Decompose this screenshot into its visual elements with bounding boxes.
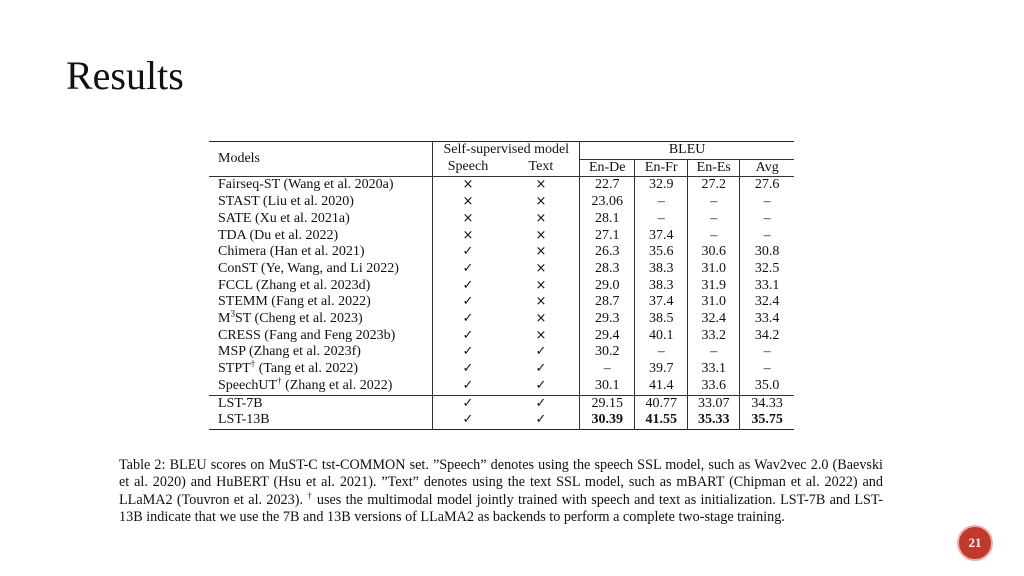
bleu-en-fr-cell: 38.3 (635, 278, 688, 295)
table-row (209, 395, 794, 412)
bleu-en-es-cell: 33.2 (688, 328, 740, 345)
bleu-avg-cell: – (763, 227, 771, 243)
text-ssl-mark: × (503, 311, 580, 328)
model-name-superscript: 3 (230, 308, 235, 319)
table-row (209, 344, 794, 361)
model-name-cell: SATE (Xu et al. 2021a) (209, 211, 433, 228)
model-name-prefix: STPT (218, 361, 251, 377)
header-bleu: BLEU (580, 142, 794, 160)
bleu-en-fr-cell: 37.4 (635, 228, 688, 245)
bleu-en-de-cell: 28.1 (580, 211, 635, 228)
bleu-en-es-cell: 30.6 (688, 244, 740, 261)
text-ssl-mark: ✓ (503, 412, 580, 429)
speech-ssl-mark: ✓ (462, 311, 474, 327)
model-name-cell: MSP (Zhang et al. 2023f) (209, 344, 433, 361)
text-ssl-mark: ✓ (503, 378, 580, 395)
speech-ssl-mark: ✓ (462, 412, 474, 428)
table-row (209, 361, 794, 378)
bleu-avg-cell: – (763, 344, 771, 360)
bleu-en-es-cell: 31.9 (688, 278, 740, 295)
header-en-es: En-Es (688, 159, 740, 177)
text-ssl-mark: × (503, 278, 580, 295)
bleu-avg-cell: 34.33 (751, 395, 783, 411)
table-row (209, 378, 794, 395)
bleu-avg-cell: 33.4 (754, 311, 780, 327)
bleu-en-de-cell: 29.0 (580, 278, 635, 295)
bleu-en-fr-cell: 40.77 (635, 395, 688, 412)
table-row (209, 328, 794, 345)
speech-ssl-mark: ✓ (462, 344, 474, 360)
header-speech: Speech (447, 159, 489, 175)
text-ssl-mark: × (503, 228, 580, 245)
bleu-avg-cell: – (763, 194, 771, 210)
page-number: 21 (968, 535, 982, 550)
bleu-en-de-cell: 30.39 (580, 412, 635, 429)
bleu-avg-cell: 33.1 (754, 277, 780, 293)
model-name-prefix: SpeechUT (218, 377, 278, 393)
text-ssl-mark: × (503, 328, 580, 345)
text-ssl-mark: ✓ (503, 395, 580, 412)
bleu-en-fr-cell: – (635, 344, 688, 361)
bleu-en-de-cell: 28.7 (580, 294, 635, 311)
bleu-avg-cell: 35.75 (751, 412, 783, 428)
table-row (209, 294, 794, 311)
table-row (209, 244, 794, 261)
bleu-en-de-cell: 29.4 (580, 328, 635, 345)
header-avg: Avg (755, 159, 779, 175)
caption-text-1: Table 2: BLEU scores on MuST-C tst-COMMON set. ”Speech” denotes using the speech SSL model, such as Wav2vec 2.0 (Baevski et al. 2020) and HuBERT (Hsu et al. 2021). ”Text” denotes using the text SSL model, such as mBART (Chipman et al. 2022) and LLaMA2 (Touvron et al. 2023). (119, 457, 883, 508)
model-name-cell: LST-13B (209, 412, 433, 429)
bleu-en-de-cell: 26.3 (580, 244, 635, 261)
bleu-en-de-cell: 30.1 (580, 378, 635, 395)
table-row (209, 278, 794, 295)
bleu-avg-cell: 35.0 (754, 377, 780, 393)
bleu-en-fr-cell: 39.7 (635, 361, 688, 378)
bleu-en-de-cell: 27.1 (580, 228, 635, 245)
bleu-en-fr-cell: 41.55 (635, 412, 688, 429)
table-row (209, 228, 794, 245)
model-name-cell: LST-7B (209, 395, 433, 412)
bleu-avg-cell: 30.8 (754, 244, 780, 260)
table-row (209, 211, 794, 228)
bleu-en-de-cell: 29.3 (580, 311, 635, 328)
speech-ssl-mark: ✓ (462, 377, 474, 393)
bleu-en-es-cell: 33.1 (688, 361, 740, 378)
model-name-cell (209, 308, 433, 328)
speech-ssl-mark: × (462, 194, 474, 210)
bleu-en-de-cell: 30.2 (580, 344, 635, 361)
speech-ssl-mark: ✓ (462, 260, 474, 276)
model-name-cell: STEMM (Fang et al. 2022) (209, 294, 433, 311)
text-ssl-mark: × (503, 294, 580, 311)
model-name-cell: TDA (Du et al. 2022) (209, 228, 433, 245)
model-name-rest: (Zhang et al. 2022) (281, 377, 393, 393)
bleu-en-fr-cell: 40.1 (635, 328, 688, 345)
model-name-cell: Fairseq-ST (Wang et al. 2020a) (209, 177, 433, 194)
model-name-superscript: † (250, 358, 256, 369)
model-name-cell: Chimera (Han et al. 2021) (209, 244, 433, 261)
speech-ssl-mark: ✓ (462, 327, 474, 343)
bleu-en-de-cell: 22.7 (580, 177, 635, 194)
bleu-en-de-cell: – (580, 361, 635, 378)
speech-ssl-mark: × (462, 177, 474, 193)
bleu-en-de-cell: 28.3 (580, 261, 635, 278)
bleu-avg-cell: 34.2 (754, 327, 780, 343)
text-ssl-mark: × (503, 261, 580, 278)
model-name-superscript: † (277, 375, 282, 386)
model-name-cell (209, 375, 433, 395)
bleu-en-es-cell: 31.0 (688, 261, 740, 278)
bleu-avg-cell: 27.6 (754, 177, 780, 193)
speech-ssl-mark: ✓ (462, 395, 474, 411)
model-name-cell: STAST (Liu et al. 2020) (209, 194, 433, 211)
header-ssl: Self-supervised model (433, 142, 580, 160)
model-name-rest: (Tang et al. 2022) (255, 361, 359, 377)
speech-ssl-mark: × (462, 227, 474, 243)
model-name-cell: FCCL (Zhang et al. 2023d) (209, 278, 433, 295)
table-row (209, 311, 794, 328)
header-en-fr: En-Fr (635, 159, 688, 177)
bleu-en-de-cell: 29.15 (580, 395, 635, 412)
page-number-badge (957, 525, 993, 561)
bleu-en-es-cell: – (688, 344, 740, 361)
caption-dagger: † (307, 490, 313, 501)
bleu-en-de-cell: 23.06 (580, 194, 635, 211)
bleu-en-fr-cell: 35.6 (635, 244, 688, 261)
bleu-avg-cell: – (763, 210, 771, 226)
bleu-en-fr-cell: 37.4 (635, 294, 688, 311)
slide-title: Results (66, 53, 184, 98)
caption-text-2: uses the multimodal model jointly trained with speech and text as initialization. LST-7B and LST-13B indicate that we use the 7B and 13B versions of LLaMA2 as backends to perform a complete two-stage training. (119, 491, 883, 526)
model-name-cell (209, 358, 433, 378)
bleu-en-es-cell: 31.0 (688, 294, 740, 311)
table-row (209, 194, 794, 211)
text-ssl-mark: × (503, 211, 580, 228)
model-name-prefix: M (218, 311, 231, 327)
header-en-de: En-De (580, 159, 635, 177)
text-ssl-mark: × (503, 177, 580, 194)
bleu-en-es-cell: – (688, 211, 740, 228)
bleu-en-fr-cell: 41.4 (635, 378, 688, 395)
table-row (209, 261, 794, 278)
bleu-en-fr-cell: 32.9 (635, 177, 688, 194)
text-ssl-mark: × (503, 244, 580, 261)
speech-ssl-mark: ✓ (462, 277, 474, 293)
bleu-en-es-cell: 33.07 (688, 395, 740, 412)
bleu-en-es-cell: – (688, 228, 740, 245)
bleu-avg-cell: – (763, 361, 771, 377)
speech-ssl-mark: ✓ (462, 244, 474, 260)
text-ssl-mark: ✓ (503, 361, 580, 378)
speech-ssl-mark: × (462, 210, 474, 226)
header-text: Text (503, 159, 580, 177)
model-name-cell: ConST (Ye, Wang, and Li 2022) (209, 261, 433, 278)
bleu-en-es-cell: 35.33 (688, 412, 740, 429)
table-row (209, 412, 794, 429)
speech-ssl-mark: ✓ (462, 294, 474, 310)
header-models: Models (209, 142, 433, 177)
bleu-en-es-cell: – (688, 194, 740, 211)
bleu-en-es-cell: 33.6 (688, 378, 740, 395)
bleu-en-fr-cell: 38.3 (635, 261, 688, 278)
bleu-avg-cell: 32.5 (754, 260, 780, 276)
table-caption (119, 457, 883, 526)
text-ssl-mark: × (503, 194, 580, 211)
bleu-en-fr-cell: – (635, 194, 688, 211)
results-table (209, 141, 794, 430)
model-name-cell: CRESS (Fang and Feng 2023b) (209, 328, 433, 345)
speech-ssl-mark: ✓ (462, 361, 474, 377)
table-row (209, 177, 794, 194)
text-ssl-mark: ✓ (503, 344, 580, 361)
bleu-en-fr-cell: 38.5 (635, 311, 688, 328)
model-name-rest: ST (Cheng et al. 2023) (234, 311, 363, 327)
bleu-en-es-cell: 32.4 (688, 311, 740, 328)
bleu-en-fr-cell: – (635, 211, 688, 228)
bleu-en-es-cell: 27.2 (688, 177, 740, 194)
bleu-avg-cell: 32.4 (754, 294, 780, 310)
